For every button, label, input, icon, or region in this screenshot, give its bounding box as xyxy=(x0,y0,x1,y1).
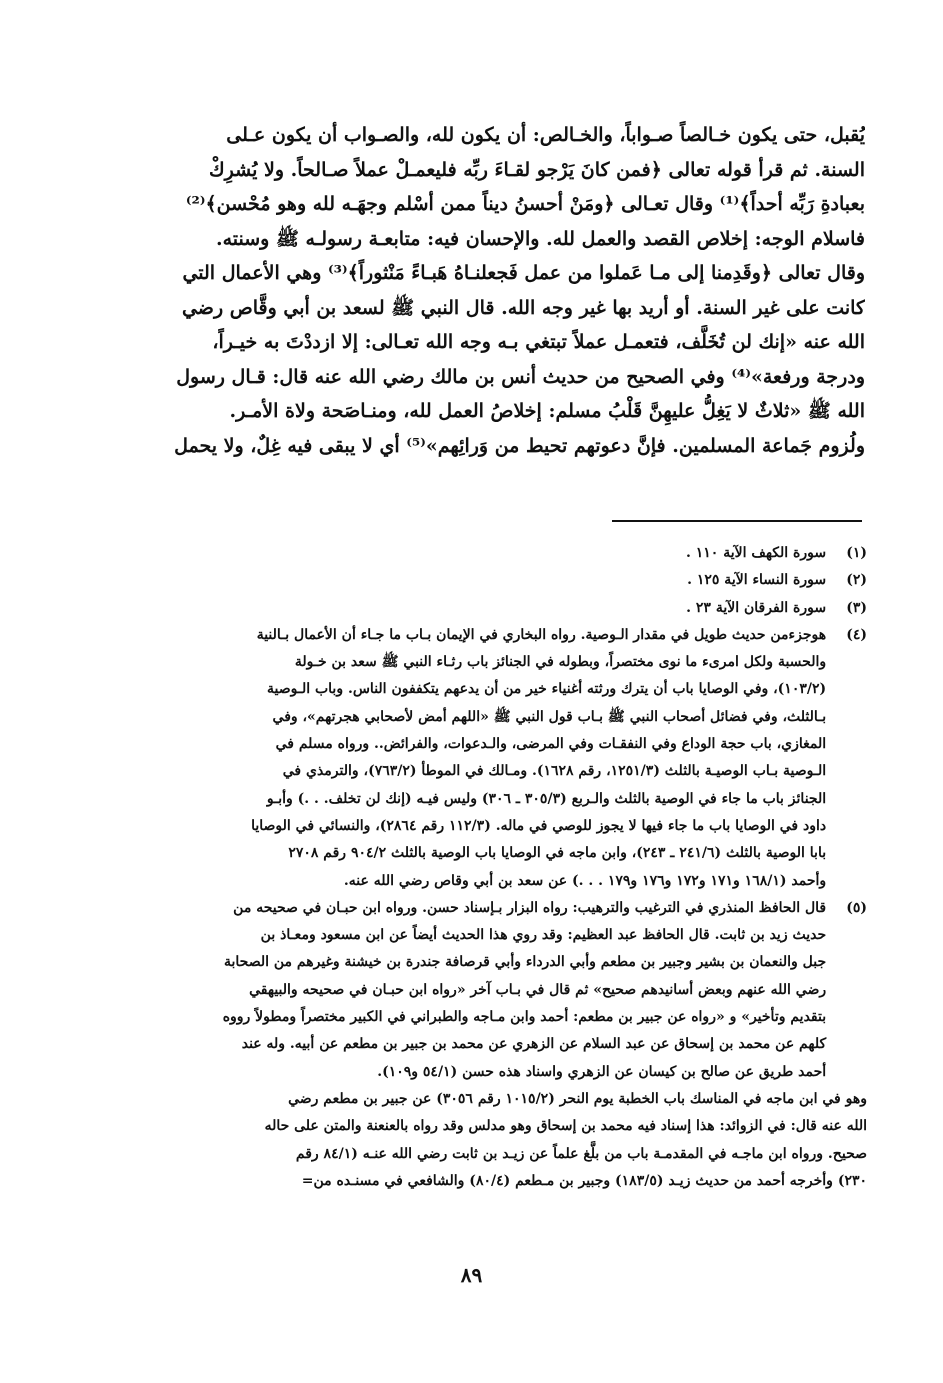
main-text xyxy=(125,118,865,463)
footnote-number: (١) xyxy=(846,545,867,561)
footnote-text: سورة النساء الآية ١٢٥ . xyxy=(687,572,827,589)
footnote-text: قال الحافظ المنذري في الترغيب والترهيب: رواه البزار بـإسناد حسن. ورواه ابن حبـان في صحيحه من xyxy=(233,899,827,916)
footnote-line xyxy=(122,1086,867,1113)
footnote-text: بابا الوصية بالثلث (٢٤١/٦ ـ ٢٤٣)، وابن ماجه في الوصايا باب الوصية بالثلث ٩٠٤/٢ رقم ٢٧٠٨ xyxy=(288,845,827,862)
footnote-line xyxy=(122,704,867,731)
footnote-text: المغازي، باب حجة الوداع وفي النفقـات وفي المرضى، والـدعوات، والفرائض.. ورواه مسلم في xyxy=(275,736,827,753)
footnote-separator xyxy=(612,520,862,522)
footnote-line xyxy=(122,895,867,922)
footnote-text: الله عنه قال: في الزوائد: هذا إسناد فيه محمد بن إسحاق وهو مدلس وقد رواه بالعنعنة والمتن على حاله xyxy=(264,1118,867,1135)
body-line: وقال تعالى ﴿وقَدِمنا إلى مـا عَملوا من عمل فَجعلنـاهُ هَبـاءً مَنْثوراً﴾⁽³⁾ وهي الأعمال التي xyxy=(182,262,865,284)
footnote-text: رضي الله عنهم وبعض أسانيدهم صحيح» ثم قال في بـاب آخر «رواه ابن حبـان في صحيحه والبيهقي xyxy=(249,981,827,998)
footnote-line xyxy=(122,595,867,622)
footnote-line xyxy=(122,1059,867,1086)
footnote-line xyxy=(122,840,867,867)
footnote-text: سورة الفرقان الآية ٢٣ . xyxy=(686,599,827,616)
footnote-line xyxy=(122,676,867,703)
footnote-line xyxy=(122,813,867,840)
footnote-line xyxy=(122,1141,867,1168)
footnote-line xyxy=(122,731,867,758)
footnote-line xyxy=(122,949,867,976)
footnote-line xyxy=(122,1113,867,1140)
footnote-text: بتقديم وتأخير» و «رواه عن جبير بن مطعم: أحمد وابن مـاجه والطبراني في الكبير مختصراً ومطولاً رووه xyxy=(222,1009,827,1026)
footnote-text: أحمد طريق عن صالح بن كيسان عن الزهري واسناد هذه حسن (٥٤/١ و١٠٩). xyxy=(377,1063,827,1080)
body-line: يُقبل، حتى يكون خـالصاً صـواباً، والخـالص: أن يكون لله، والصـواب أن يكون عـلى xyxy=(226,124,865,146)
footnote-number: (٥) xyxy=(846,899,867,916)
footnote-text: كلهم عن محمد بن إسحاق عن عبد السلام عن الزهري عن محمد بن جبير بن مطعم عن أبيه. وله عند xyxy=(241,1036,827,1053)
footnote-line xyxy=(122,540,867,567)
footnote-text: وأحمد (١٦٨/١ و١٧١ و١٧٢ و١٧٦ و١٧٩ . . .) عن سعد بن أبي وقاص رضي الله عنه. xyxy=(343,872,827,889)
body-line: ولُزوم جَماعة المسلمين. فإنَّ دعوتهم تحيط من وَرائِهم»⁽⁵⁾ أي لا يبقى فيه غِلٌ، ولا يحمل xyxy=(174,434,865,457)
body-line: كانت على غير السنة. أو أريد بها غير وجه الله. قال النبي ﷺ لسعد بن أبي وقَّاص رضي xyxy=(181,296,865,319)
footnotes xyxy=(122,540,867,1195)
footnote-line xyxy=(122,622,867,649)
footnote-text: وهو في ابن ماجه في المناسك باب الخطبة يوم النحر (١٠١٥/٢ رقم ٣٠٥٦) عن جبير بن مطعم رضي xyxy=(288,1090,867,1107)
body-line: فاسلام الوجه: إخلاص القصد والعمل لله. والإحسان فيه: متابعـة رسولـه ﷺ وسنته. xyxy=(215,227,865,250)
footnote-line xyxy=(122,786,867,813)
footnote-line xyxy=(122,922,867,949)
footnote-number: (٣) xyxy=(846,599,867,616)
footnote-text: الجنائز باب ما جاء في الوصية بالثلث والـربع (٣٠٥/٣ ـ ٣٠٦) وليس فيـه (إنك لن تخلف. . .) وأبـو xyxy=(266,790,827,807)
footnote-text: سورة الكهف الآية ١١٠ . xyxy=(686,545,827,561)
body-line: ودرجة ورفعة»⁽⁴⁾ وفي الصحيح من حديث أنس بن مالك رضي الله عنه قال: قـال رسول xyxy=(176,365,865,388)
footnote-line xyxy=(122,758,867,785)
page-number: ٨٩ xyxy=(460,1263,483,1287)
body-line: الله ﷺ «ثلاثٌ لا يَغِلُّ عليهِنَّ قَلْبُ مسلم: إخلاصُ العمل لله، ومنـاصَحة ولاة الأمـر. xyxy=(229,400,865,422)
footnote-line xyxy=(122,1031,867,1058)
footnote-line xyxy=(122,1168,867,1195)
footnote-text: (١٠٣/٢)، وفي الوصايا باب أن يترك ورثته أغنياء خير من أن يدعهم يتكففون الناس. وباب الـوصية xyxy=(267,681,827,698)
body-line: السنة. ثم قرأ قوله تعالى ﴿فمن كانَ يَرْجو لقـاءَ ربِّه فليعمـلْ عملاً صـالحاً. ولا يُشرِكْ xyxy=(208,158,865,181)
body-line: بعبادةِ رَبِّه أحداً﴾⁽¹⁾ وقال تعـالى ﴿ومَنْ أحسنُ ديناً ممن أسْلم وجهَـه لله وهو مُحْسن﴾⁽²⁾ xyxy=(185,193,865,215)
footnote-text: هوجزءمن حديث طويل في مقدار الـوصية. رواه البخاري في الإيمان بـاب ما جـاء أن الأعمال بـالنية xyxy=(256,626,827,643)
footnote-text: جبل والنعمان بن بشير وجبير بن مطعم وأبي الدرداء وأبي قرصافة جندرة بن خيشنة وغيرهم من الصحابة xyxy=(224,954,827,971)
footnote-text: حديث زيد بن ثابت. قال الحافظ عبد العظيم: وقد روي هذا الحديث أيضاً عن ابن مسعود ومعـاذ بن xyxy=(260,927,827,944)
body-line: الله عنه «إنك لن تُخَلَّف، فتعمـل عملاً تبتغي بـه وجه الله تعـالى: إلا ازددْتَ به خيـراً، xyxy=(212,331,865,353)
footnote-text: بـالثلث، وفي فضائل أصحاب النبي ﷺ بـاب قول النبي ﷺ «اللهم أمض لأصحابي هجرتهم»، وفي xyxy=(272,708,827,725)
footnote-line xyxy=(122,868,867,895)
footnote-text: الـوصية بـاب الوصيـة بالثلث (١٢٥١/٣، رقم ١٦٢٨). ومـالك في الموطأ (٧٦٣/٢)، والترمذي في xyxy=(282,763,827,780)
footnote-line xyxy=(122,649,867,676)
footnote-number: (٢) xyxy=(846,572,867,589)
footnote-text: داود في الوصايا باب ما جاء فيها لا يجوز للوصي في ماله. (١١٢/٣ رقم ٢٨٦٤)، والنسائي في الوصايا xyxy=(251,817,827,834)
footnote-line xyxy=(122,977,867,1004)
footnote-text: صحيح. ورواه ابن ماجـه في المقدمـة باب من بلَّغ علماً عن زيـد بن ثابت رضي الله عنـه (٨٤/١ رقم xyxy=(295,1145,867,1162)
footnote-number: (٤) xyxy=(846,626,867,643)
footnote-text: والحسبة ولكل امرىء ما نوى مختصراً، وبطوله في الجنائز باب رثـاء النبي ﷺ سعد بن خـولة xyxy=(294,654,827,671)
footnote-text: ٢٣٠) وأخرجه أحمد من حديث زيـد (١٨٣/٥) وجبير بن مـطعم (٨٠/٤) والشافعي في مسنـده من= xyxy=(301,1172,867,1189)
footnote-line xyxy=(122,1004,867,1031)
footnote-line xyxy=(122,567,867,594)
